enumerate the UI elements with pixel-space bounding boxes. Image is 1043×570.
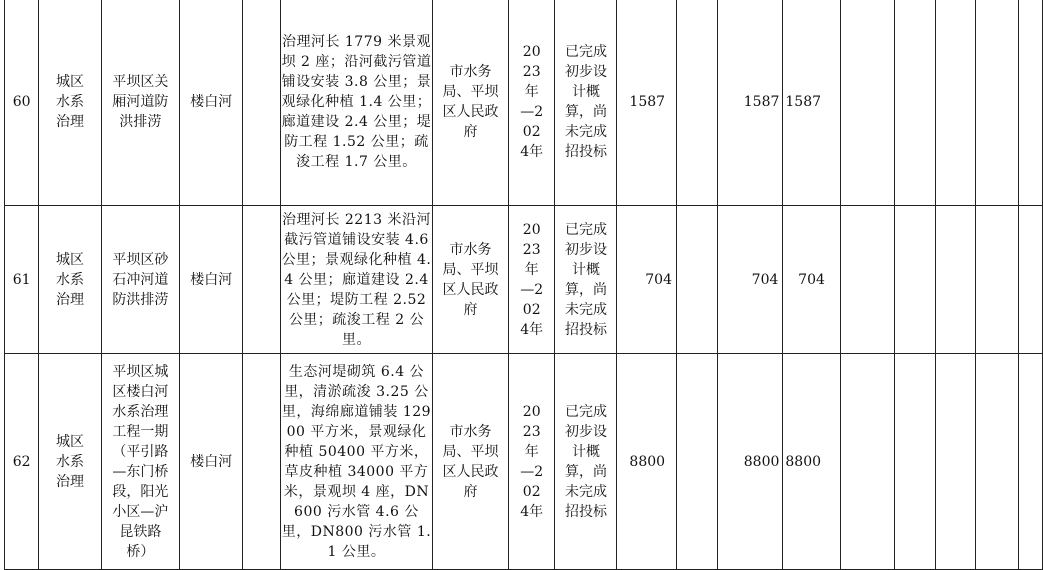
progress-status-cell: 已完成初步设计概算，尚未完成招投标	[555, 206, 617, 354]
empty-cell	[243, 354, 281, 570]
river-cell: 楼白河	[180, 0, 243, 206]
investment-cell: 1587	[783, 0, 840, 206]
project-name-cell: 平坝区砂石冲河道防洪排涝	[101, 206, 180, 354]
empty-cell	[894, 206, 935, 354]
total-investment-cell: 8800	[617, 354, 677, 570]
empty-cell	[840, 354, 894, 570]
project-name-cell: 平坝区关厢河道防洪排涝	[101, 0, 180, 206]
table-row	[5, 0, 1043, 206]
empty-cell	[1018, 0, 1042, 206]
construction-content-cell: 治理河长 2213 米沿河截污管道铺设安装 4.6 公里；景观绿化种植 4.4 公里；廊道建设 2.4 公里；堤防工程 2.52 公里；疏浚工程 2 公里。	[280, 206, 432, 354]
period-cell: 2023年—2024年	[508, 354, 555, 570]
empty-cell	[243, 206, 281, 354]
table-row	[5, 354, 1043, 570]
table-row	[5, 206, 1043, 354]
empty-cell	[976, 206, 1018, 354]
empty-cell	[976, 0, 1018, 206]
period-cell: 2023年—2024年	[508, 206, 555, 354]
category-cell: 城区水系治理	[39, 354, 101, 570]
investment-cell: 8800	[783, 354, 840, 570]
category-cell: 城区水系治理	[39, 0, 101, 206]
construction-content-cell: 生态河堤砌筑 6.4 公里，清淤疏浚 3.25 公里，海绵廊道铺装 12900 平方米，景观绿化种植 50400 平方米，草皮种植 34000 平方米，景观坝 4 座，DN600 污水管 4.6 公里，DN800 污水管 1.1 公里。	[280, 354, 432, 570]
row-number: 62	[5, 354, 39, 570]
empty-cell	[894, 0, 935, 206]
row-number: 61	[5, 206, 39, 354]
empty-cell	[1018, 206, 1042, 354]
progress-status-cell: 已完成初步设计概算，尚未完成招投标	[555, 354, 617, 570]
investment-cell: 704	[718, 206, 783, 354]
project-table	[4, 0, 1043, 570]
total-investment-cell: 1587	[617, 0, 677, 206]
empty-cell	[676, 206, 717, 354]
empty-cell	[935, 0, 975, 206]
period-cell: 2023年—2024年	[508, 0, 555, 206]
empty-cell	[840, 206, 894, 354]
project-name-cell: 平坝区城区楼白河水系治理工程一期（平引路—东门桥段，阳光小区—沪昆铁路桥）	[101, 354, 180, 570]
responsible-unit-cell: 市水务局、平坝区人民政府	[433, 0, 509, 206]
empty-cell	[894, 354, 935, 570]
investment-cell: 8800	[718, 354, 783, 570]
progress-status-cell: 已完成初步设计概算，尚未完成招投标	[555, 0, 617, 206]
empty-cell	[935, 354, 975, 570]
responsible-unit-cell: 市水务局、平坝区人民政府	[433, 206, 509, 354]
responsible-unit-cell: 市水务局、平坝区人民政府	[433, 354, 509, 570]
empty-cell	[976, 354, 1018, 570]
total-investment-cell: 704	[617, 206, 677, 354]
category-cell: 城区水系治理	[39, 206, 101, 354]
empty-cell	[676, 0, 717, 206]
construction-content-cell: 治理河长 1779 米景观坝 2 座；沿河截污管道铺设安装 3.8 公里；景观绿化种植 1.4 公里；廊道建设 2.4 公里；堤防工程 1.52 公里；疏浚工程 1.7 公里。	[280, 0, 432, 206]
empty-cell	[935, 206, 975, 354]
empty-cell	[1018, 354, 1042, 570]
river-cell: 楼白河	[180, 206, 243, 354]
row-number: 60	[5, 0, 39, 206]
empty-cell	[676, 354, 717, 570]
empty-cell	[243, 0, 281, 206]
investment-cell: 704	[783, 206, 840, 354]
investment-cell: 1587	[718, 0, 783, 206]
river-cell: 楼白河	[180, 354, 243, 570]
empty-cell	[840, 0, 894, 206]
